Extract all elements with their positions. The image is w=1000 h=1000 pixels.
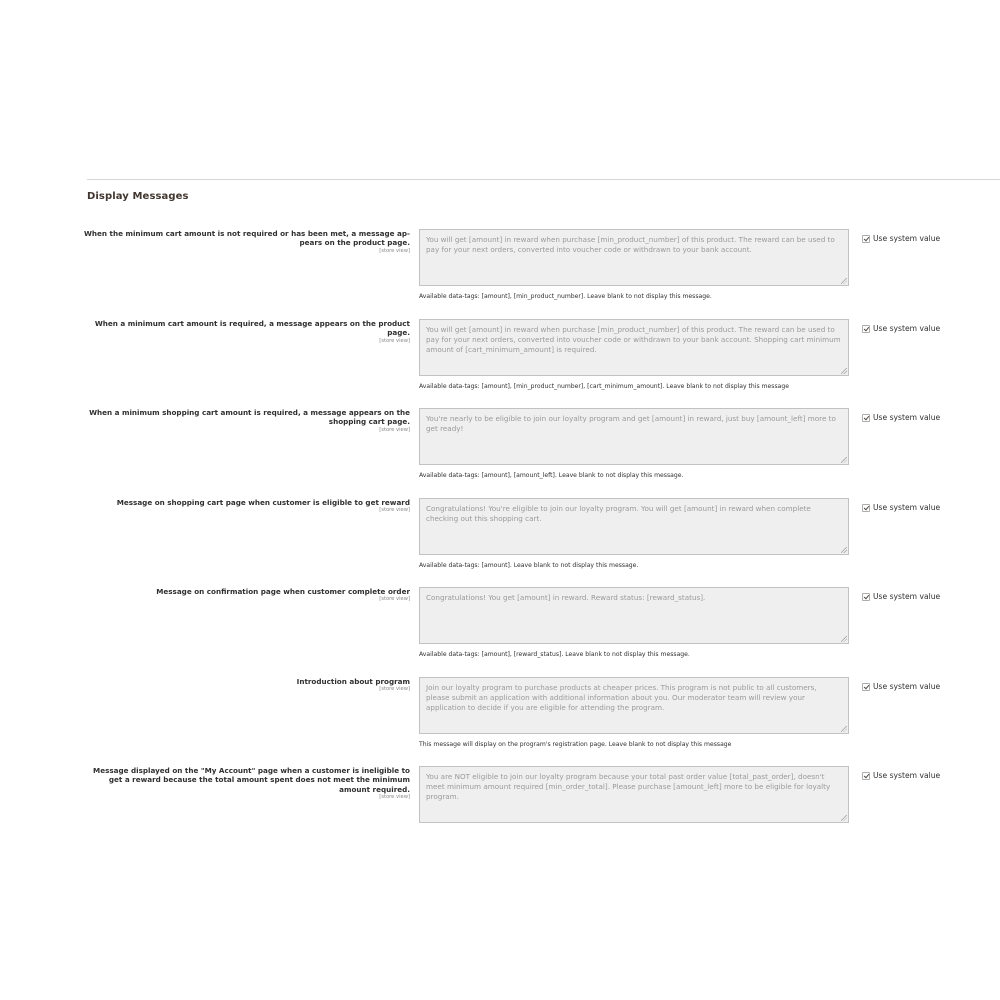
use-system-value-toggle[interactable] [862,413,940,422]
resize-handle-icon[interactable] [841,815,847,821]
message-textarea-value: Join our loyalty program to purchase products at cheaper prices. This program is not public to all customers, please submit an application with additional information about you. Our moderator team will review your application to decide if you are eligible for attending the program. [426,683,817,713]
field-label-group [80,229,410,255]
message-textarea-value: You will get [amount] in reward when purchase [min_product_number] of this product. The reward can be used to pay for your next orders, converted into voucher code or withdrawn to your bank account. Shopping cart minimum amount of [cart_minimum_amount] is required. [426,325,841,355]
message-textarea[interactable] [419,498,849,555]
use-system-value-label[interactable]: Use system value [873,413,941,422]
use-system-value-label[interactable]: Use system value [873,682,941,691]
use-system-value-toggle[interactable] [862,234,940,243]
scope-label: [store view] [379,337,410,344]
message-textarea[interactable] [419,408,849,465]
scope-label: [store view] [379,426,410,433]
use-system-value-toggle[interactable] [862,682,940,691]
message-textarea-value: Congratulations! You're eligible to join our loyalty program. You will get [amount] in reward when complete checking out this shopping cart. [426,504,811,524]
section-divider [87,179,1000,180]
message-textarea[interactable] [419,587,849,644]
message-textarea-value: Congratulations! You get [amount] in reward. Reward status: [reward_status]. [426,593,706,602]
field-label-group [80,498,410,514]
use-system-value-checkbox[interactable] [862,683,870,691]
field-label-group [80,677,410,693]
resize-handle-icon[interactable] [841,368,847,374]
use-system-value-checkbox[interactable] [862,235,870,243]
resize-handle-icon[interactable] [841,726,847,732]
use-system-value-checkbox[interactable] [862,504,870,512]
message-textarea[interactable] [419,677,849,734]
field-note: Available data-tags: [amount]. Leave blank to not display this message. [419,562,639,569]
field-note: Available data-tags: [amount], [min_product_number], [cart_minimum_amount]. Leave blank to not display this message [419,383,789,390]
use-system-value-checkbox[interactable] [862,325,870,333]
field-label: Message on shopping cart page when customer is eligible to get reward [116,498,410,507]
message-textarea-value: You're nearly to be eligible to join our loyalty program and get [amount] in reward, just buy [amount_left] more to get ready! [426,414,836,434]
use-system-value-checkbox[interactable] [862,772,870,780]
resize-handle-icon[interactable] [841,278,847,284]
use-system-value-toggle[interactable] [862,324,940,333]
section-title[interactable]: Display Messages [87,191,189,202]
field-note: Available data-tags: [amount], [min_product_number]. Leave blank to not display this message. [419,293,712,300]
use-system-value-label[interactable]: Use system value [873,592,941,601]
use-system-value-checkbox[interactable] [862,593,870,601]
field-note: Available data-tags: [amount], [reward_status]. Leave blank to not display this message. [419,651,690,658]
scope-label: [store view] [379,686,410,693]
use-system-value-toggle[interactable] [862,592,940,601]
message-textarea[interactable] [419,319,849,376]
field-note: This message will display on the program's registration page. Leave blank to not display this message [419,741,732,748]
use-system-value-label[interactable]: Use system value [873,324,941,333]
scope-label: [store view] [379,247,410,254]
use-system-value-toggle[interactable] [862,503,940,512]
field-note: Available data-tags: [amount], [amount_left]. Leave blank to not display this message. [419,472,684,479]
field-label-group [80,587,410,603]
field-label: When a minimum shopping cart amount is required, a message appears on the shopping cart page. [89,408,410,427]
use-system-value-checkbox[interactable] [862,414,870,422]
message-textarea[interactable] [419,766,849,823]
use-system-value-label[interactable]: Use system value [873,503,941,512]
resize-handle-icon[interactable] [841,636,847,642]
field-label-group [80,408,410,434]
use-system-value-label[interactable]: Use system value [873,234,941,243]
scope-label: [store view] [379,793,410,800]
field-label-group [80,319,410,345]
message-textarea-value: You will get [amount] in reward when purchase [min_product_number] of this product. The reward can be used to pay for your next orders, converted into voucher code or withdrawn to your bank account. [426,235,835,255]
field-label: Introduction about program [296,677,410,686]
use-system-value-label[interactable]: Use system value [873,771,941,780]
scope-label: [store view] [379,507,410,514]
field-label: When the minimum cart amount is not required or has been met, a message ap-pears on the product page. [84,229,410,248]
scope-label: [store view] [379,596,410,603]
use-system-value-toggle[interactable] [862,771,940,780]
field-label: When a minimum cart amount is required, a message appears on the product page. [94,319,410,338]
resize-handle-icon[interactable] [841,457,847,463]
field-label: Message on confirmation page when customer complete order [156,587,410,596]
message-textarea-value: You are NOT eligible to join our loyalty program because your total past order value [total_past_order], doesn't meet minimum amount required [min_order_total]. Please purchase [amount_left] more to be eligible for loyalty program. [426,772,831,802]
field-label: Message displayed on the "My Account" page when a customer is ineligible to get a reward because the total amount spent does not meet the minimum amount required. [93,766,410,794]
field-label-group [80,766,410,801]
resize-handle-icon[interactable] [841,547,847,553]
message-textarea[interactable] [419,229,849,286]
